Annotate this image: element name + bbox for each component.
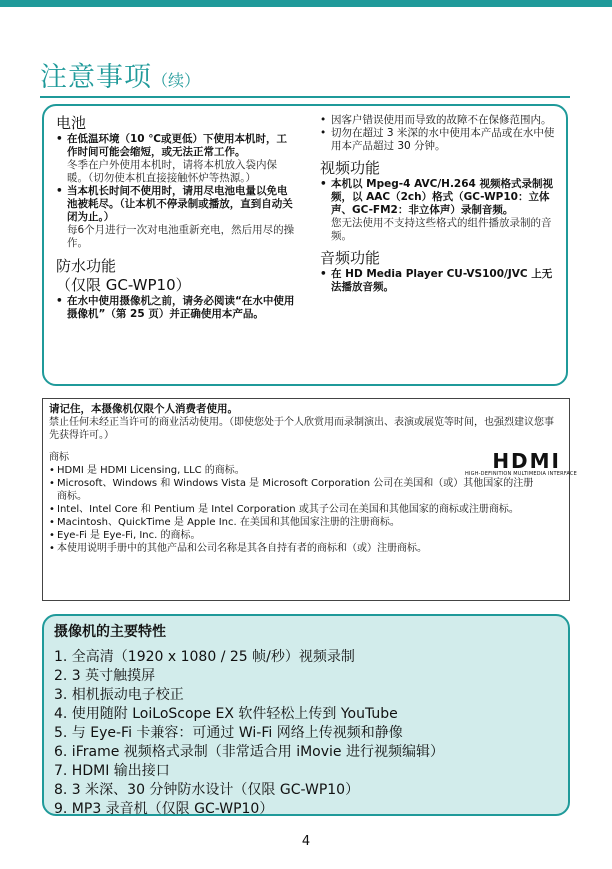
battery-bullet-1-note: 冬季在户外使用本机时，请将本机放入袋内保暖。（切勿使本机直接接触怀炉等热源。） (67, 159, 277, 184)
consumer-use-notice: 请记住，本摄像机仅限个人消费者使用。 (49, 403, 238, 415)
feature-item-2: 2. 3 英寸触摸屏 (54, 668, 156, 684)
hdmi-logo (465, 449, 577, 478)
precautions-box (42, 104, 568, 386)
feature-item-3: 3. 相机振动电子校正 (54, 687, 184, 703)
feature-item-1: 1. 全高清（1920 x 1080 / 25 帧/秒）视频录制 (54, 649, 355, 665)
feature-item-7: 7. HDMI 输出接口 (54, 763, 170, 779)
waterproof-heading: 防水功能 (56, 257, 117, 275)
precautions-left-column (56, 114, 296, 321)
feature-item-5: 5. 与 Eye-Fi 卡兼容：可通过 Wi-Fi 网络上传视频和静像 (54, 725, 403, 741)
page-title (40, 62, 200, 97)
legal-box (42, 398, 577, 601)
trademark-intel: • Intel、Intel Core 和 Pentium 是 Intel Corporation 或其子公司在美国和其他国家的商标或注册商标。 (49, 503, 563, 516)
trademark-apple: • Macintosh、QuickTime 是 Apple Inc. 在美国和其他国家注册的注册商标。 (49, 516, 563, 529)
trademarks-heading: 商标 (49, 452, 69, 463)
video-bullet-1: • 本机以 Mpeg-4 AVC/H.264 视频格式录制视频，以 AAC（2ch）格式（GC-WP10：立体声、GC-FM2：非立体声）录制音频。 (320, 178, 562, 217)
battery-heading: 电池 (56, 114, 87, 132)
warranty-bullet: • 因客户错误使用而导致的故障不在保修范围内。 (320, 114, 562, 127)
key-features-heading: 摄像机的主要特性 (54, 624, 166, 640)
audio-bullet-1: • 在 HD Media Player CU-VS100/JVC 上无法播放音频。 (320, 268, 562, 294)
audio-heading: 音频功能 (320, 249, 381, 267)
precautions-right-column (320, 114, 562, 294)
waterproof-subheading: （仅限 GC-WP10） (56, 276, 191, 294)
trademark-others: • 本使用说明手册中的其他产品和公司名称是其各自持有者的商标和（或）注册商标。 (49, 542, 563, 555)
battery-bullet-2: • 当本机长时间不使用时，请用尽电池电量以免电池被耗尽。（让本机不停录制或播放，直到自动关闭为止。） (56, 185, 296, 224)
feature-item-4: 4. 使用随附 LoiLoScope EX 软件轻松上传到 YouTube (54, 706, 398, 722)
title-underline (40, 96, 570, 98)
hdmi-logo-word: HDMI (492, 449, 561, 473)
key-features-box (42, 614, 570, 816)
trademark-eyefi: • Eye-Fi 是 Eye-Fi, Inc. 的商标。 (49, 529, 563, 542)
page-number: 4 (301, 834, 311, 849)
feature-item-8: 8. 3 米深、30 分钟防水设计（仅限 GC-WP10） (54, 782, 360, 798)
battery-bullet-2-note: 每6个月进行一次对电池重新充电，然后用尽的操作。 (67, 224, 295, 249)
battery-bullet-1: • 在低温环境（10 ℃或更低）下使用本机时，工作时间可能会缩短，或无法正常工作。 (56, 133, 296, 159)
feature-item-9: 9. MP3 录音机（仅限 GC-WP10） (54, 801, 274, 817)
trademark-microsoft: • Microsoft、Windows 和 Windows Vista 是 Microsoft Corporation 公司在美国和（或）其他国家的注册商标。 (49, 477, 537, 503)
commercial-use-notice: 禁止任何未经正当许可的商业活动使用。（即使您处于个人欣赏用而录制演出、表演或展览等时间，也强烈建议您事先获得许可。） (49, 417, 554, 441)
waterproof-bullet-1: • 在水中使用摄像机之前，请务必阅读“在水中使用摄像机”（第 25 页）并正确使用本产品。 (56, 295, 296, 321)
page-title-text: 注意事项 (40, 62, 152, 93)
trademark-hdmi: • HDMI 是 HDMI Licensing, LLC 的商标。 (49, 464, 563, 477)
video-heading: 视频功能 (320, 159, 381, 177)
top-accent-bar (0, 0, 612, 7)
feature-item-6: 6. iFrame 视频格式录制（非常适合用 iMovie 进行视频编辑） (54, 744, 444, 760)
video-bullet-1-note: 您无法使用不支持这些格式的组件播放录制的音频。 (331, 217, 552, 242)
hdmi-logo-tagline: HIGH-DEFINITION MULTIMEDIA INTERFACE (465, 471, 577, 477)
depth-limit-bullet: • 切勿在超过 3 米深的水中使用本产品或在水中使用本产品超过 30 分钟。 (320, 127, 562, 153)
page-title-suffix: （续） (152, 71, 201, 90)
